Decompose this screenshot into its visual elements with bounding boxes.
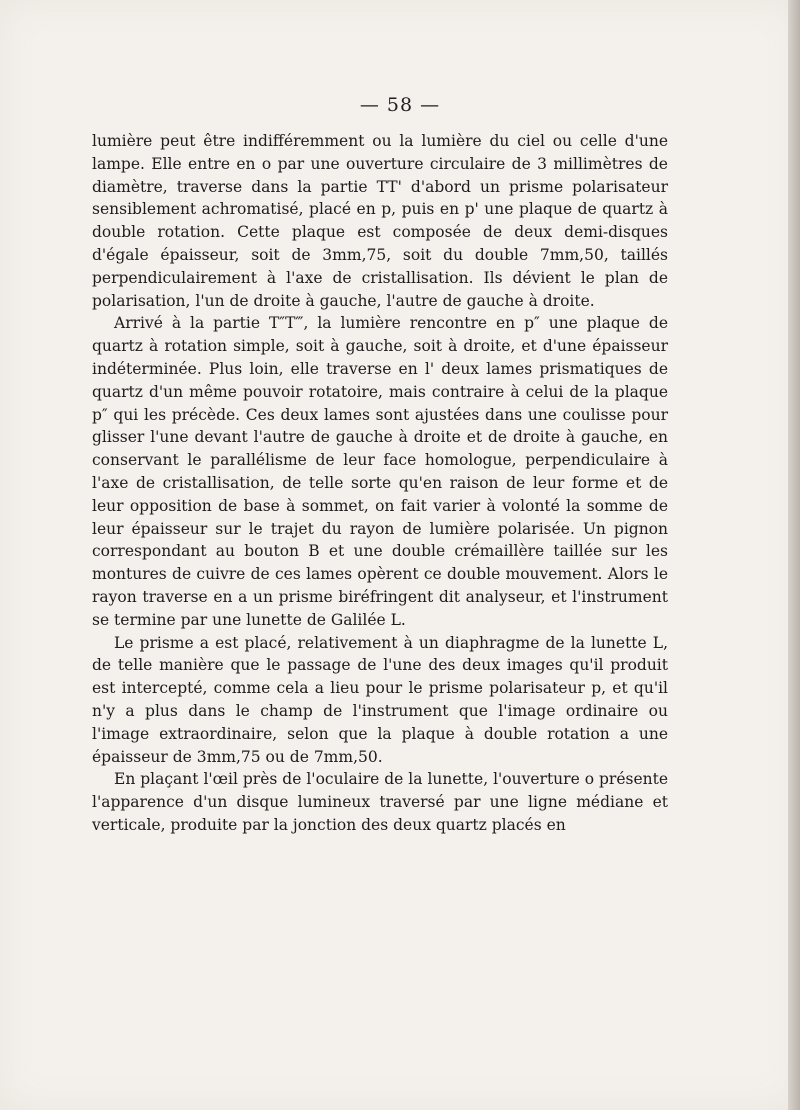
paragraph-1: lumière peut être indifféremment ou la lumière du ciel ou celle d'une lampe. Elle entre en o par une ouverture circulaire de 3 millimètres de diamètre, traverse dans la partie TT' d'abord un prisme polarisateur sensiblement achromatisé, placé en p, puis en p' une plaque de quartz à double rotation. Cette plaque est composée de deux demi-disques d'égale épaisseur, soit de 3mm,75, soit du double 7mm,50, taillés perpendiculairement à l'axe de cristallisation. Ils dévient le plan de polarisation, l'un de droite à gauche, l'autre de gauche à droite. [92, 132, 668, 310]
paragraph-2: Arrivé à la partie T″T‴, la lumière rencontre en p″ une plaque de quartz à rotation simple, soit à gauche, soit à droite, et d'une épaisseur indéterminée. Plus loin, elle traverse en l' deux lames prismatiques de quartz d'un même pouvoir rotatoire, mais contraire à celui de la plaque p″ qui les précède. Ces deux lames sont ajustées dans une coulisse pour glisser l'une devant l'autre de gauche à droite et de droite à gauche, en conservant le parallélisme de leur face homologue, perpendiculaire à l'axe de cristallisation, de telle sorte qu'en raison de leur forme et de leur opposition de base à sommet, on fait varier à volonté la somme de leur épaisseur sur le trajet du rayon de lumière polarisée. Un pignon correspondant au bouton B et une double crémaillère taillée sur les montures de cuivre de ces lames opèrent ce double mouvement. Alors le rayon traverse en a un prisme biréfringent dit analyseur, et l'instrument se termine par une lunette de Galilée L. [92, 314, 668, 629]
page-edge-shadow [788, 0, 800, 1110]
paragraph-4: En plaçant l'œil près de l'oculaire de la lunette, l'ouverture o présente l'apparence d'un disque lumineux traversé par une ligne médiane et verticale, produite par la jonction des deux quartz placés en [92, 770, 668, 834]
body-text [92, 130, 668, 837]
paragraph-3: Le prisme a est placé, relativement à un diaphragme de la lunette L, de telle manière que le passage de l'une des deux images qu'il produit est intercepté, comme cela a lieu pour le prisme polarisateur p, et qu'il n'y a plus dans le champ de l'instrument que l'image ordinaire ou l'image extraordinaire, selon que la plaque à double rotation a une épaisseur de 3mm,75 ou de 7mm,50. [92, 633, 668, 766]
page-number: — 58 — [359, 94, 441, 116]
